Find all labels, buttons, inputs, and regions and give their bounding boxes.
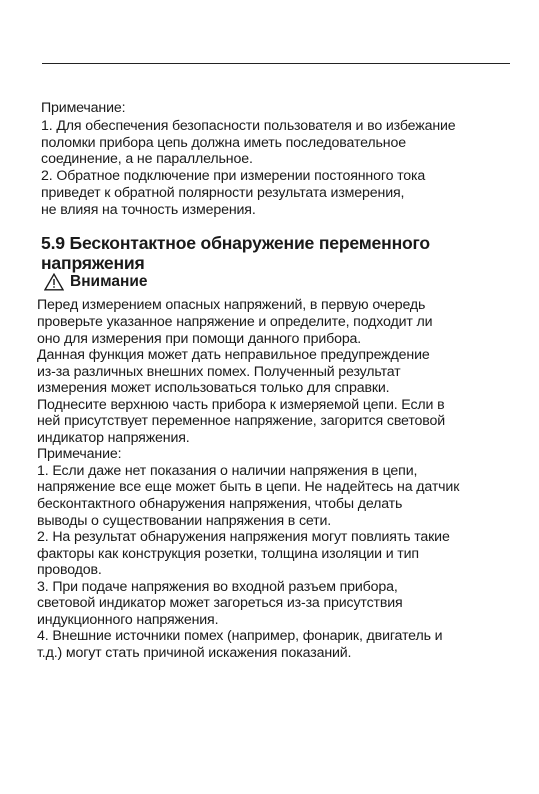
body-line: Перед измерением опасных напряжений, в первую очередь: [37, 297, 426, 313]
body-line: из-за различных внешних помех. Полученный результат: [37, 364, 401, 380]
body-line: Поднесите верхнюю часть прибора к измеряемой цепи. Если в: [37, 397, 445, 413]
note-line: не влияя на точность измерения.: [41, 202, 256, 218]
body-line: оно для измерения при помощи данного прибора.: [37, 331, 362, 347]
warning-label: Внимание: [70, 273, 148, 290]
body-line: выводы о существовании напряжения в сети.: [37, 513, 332, 529]
body-line: индикатор напряжения.: [37, 430, 190, 446]
body-line: факторы как конструкция розетки, толщина изоляции и тип: [37, 546, 419, 562]
body-line: Примечание:: [37, 446, 122, 462]
body-line: 4. Внешние источники помех (например, фонарик, двигатель и: [37, 628, 443, 644]
note-label: Примечание:: [41, 100, 126, 116]
body-line: 1. Если даже нет показания о наличии напряжения в цепи,: [37, 463, 418, 479]
note-line: соединение, а не параллельное.: [41, 151, 253, 167]
body-line: 2. На результат обнаружения напряжения могут повлиять такие: [37, 529, 450, 545]
warning-row: [44, 273, 147, 291]
body-line: ней присутствует переменное напряжение, загорится световой: [37, 413, 445, 429]
note-line: 2. Обратное подключение при измерении постоянного тока: [41, 168, 426, 184]
header-rule: [42, 63, 510, 64]
body-line: бесконтактного обнаружения напряжения, чтобы делать: [37, 496, 403, 512]
warning-triangle-icon: [44, 273, 64, 291]
note-line: поломки прибора цепь должна иметь последовательное: [41, 135, 406, 151]
body-line: проверьте указанное напряжение и определите, подходит ли: [37, 314, 433, 330]
body-line: 3. При подаче напряжения во входной разъем прибора,: [37, 579, 398, 595]
section-heading-line-2: напряжения: [41, 253, 145, 273]
body-line: измерения может использоваться только для справки.: [37, 380, 390, 396]
body-line: напряжение все еще может быть в цепи. Не надейтесь на датчик: [37, 479, 460, 495]
section-heading-line-1: 5.9 Бесконтактное обнаружение переменного: [41, 233, 430, 253]
note-line: приведет к обратной полярности результата измерения,: [41, 185, 405, 201]
body-line: индукционного напряжения.: [37, 612, 219, 628]
body-line: проводов.: [37, 562, 102, 578]
body-line: Данная функция может дать неправильное предупреждение: [37, 347, 430, 363]
body-line: т.д.) могут стать причиной искажения показаний.: [37, 645, 352, 661]
note-line: 1. Для обеспечения безопасности пользователя и во избежание: [41, 118, 456, 134]
body-line: световой индикатор может загореться из-за присутствия: [37, 595, 403, 611]
